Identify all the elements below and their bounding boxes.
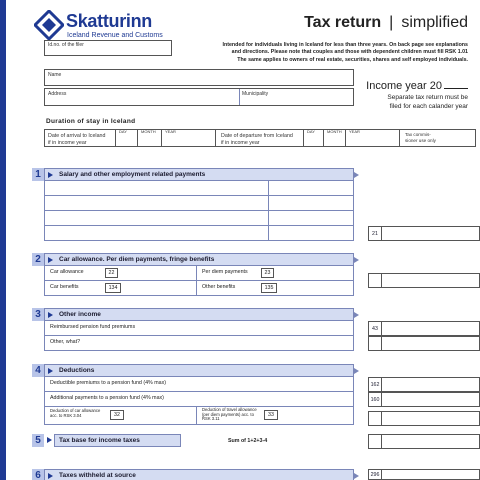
pension-reimb-field[interactable] xyxy=(368,321,480,336)
intro-text xyxy=(168,42,468,64)
travel-deduction-line-2: (per diem payments) acc. to xyxy=(202,411,254,417)
car-allowance-code: 22 xyxy=(105,268,118,278)
salary-row-3[interactable] xyxy=(44,211,354,226)
per-diem-label: Per diem payments xyxy=(202,269,248,275)
income-year-label: Income year 20 xyxy=(366,80,442,92)
salary-divider xyxy=(268,181,269,241)
section-1-header xyxy=(44,168,354,181)
id-number-label: Id.no. of the filer xyxy=(48,42,84,48)
section-6-title: Taxes withheld at source xyxy=(59,472,136,479)
header-pointer-icon xyxy=(354,257,359,263)
brand-logo xyxy=(34,8,204,42)
allowance-divider xyxy=(196,281,197,295)
tax-office-label-1: Tax commis- xyxy=(405,132,431,137)
section-arrow-icon xyxy=(48,368,53,374)
car-deduction-label xyxy=(50,409,100,418)
left-edge-bar xyxy=(0,0,6,480)
arrival-date-start[interactable] xyxy=(115,130,116,146)
arrival-day-box[interactable] xyxy=(137,130,138,146)
title-separator: | xyxy=(389,14,394,31)
departure-day-box[interactable] xyxy=(323,130,324,146)
car-benefits-label: Car benefits xyxy=(50,284,79,290)
allowance-total-field[interactable] xyxy=(368,273,480,288)
allowance-divider xyxy=(196,266,197,280)
section-2-number: 2 xyxy=(32,253,44,266)
section-6-header xyxy=(44,469,354,480)
income-year xyxy=(366,80,468,92)
departure-month-box[interactable] xyxy=(345,130,346,146)
pension-reimb-label: Reimbursed pension fund premiums xyxy=(50,324,136,330)
arrival-label-1: Date of arrival to Iceland xyxy=(48,133,106,139)
year-note-line-2: filed for each calander year xyxy=(389,103,468,110)
section-arrow-icon xyxy=(47,437,52,443)
per-diem-code: 23 xyxy=(261,268,274,278)
allowance-row-1 xyxy=(44,266,354,281)
deduction-allowance-row xyxy=(44,407,354,425)
section-1-number: 1 xyxy=(32,168,44,181)
section-4-title: Deductions xyxy=(59,367,95,374)
arrival-label-2: if in income year xyxy=(48,140,87,146)
section-5-number: 5 xyxy=(32,434,44,447)
arrival-month-label: MONTH xyxy=(141,129,156,134)
allowance-code-cell xyxy=(369,274,382,288)
arrival-year-box[interactable] xyxy=(215,130,216,146)
name-field[interactable] xyxy=(44,69,354,86)
address-divider xyxy=(239,89,240,105)
deduction-divider xyxy=(196,407,197,424)
section-2-title: Car allowance. Per diem payments, fringe benefits xyxy=(59,256,215,263)
brand-subtitle: Iceland Revenue and Customs xyxy=(67,32,163,39)
form-title xyxy=(304,14,468,32)
pension-premium-row[interactable] xyxy=(44,377,354,392)
logo-mark-icon xyxy=(34,10,64,40)
pension-reimb-code: 43 xyxy=(369,322,382,336)
section-5-title: Tax base for income taxes xyxy=(54,434,181,447)
income-year-note xyxy=(348,93,468,111)
section-4-header xyxy=(44,364,354,377)
address-field[interactable] xyxy=(44,88,354,106)
arrival-year-label: YEAR xyxy=(165,129,176,134)
section-3-header xyxy=(44,308,354,321)
intro-line-3: The same applies to owners of real estate, securities, shares and self employed individuals. xyxy=(237,56,468,63)
salary-row-1[interactable] xyxy=(44,181,354,196)
additional-pension-row[interactable] xyxy=(44,392,354,407)
header-pointer-icon xyxy=(354,312,359,318)
salary-code: 21 xyxy=(369,227,382,241)
section-arrow-icon xyxy=(48,172,53,178)
salary-total-field[interactable] xyxy=(368,226,480,241)
car-deduction-code: 32 xyxy=(110,410,124,420)
section-arrow-icon xyxy=(48,257,53,263)
travel-deduction-label xyxy=(202,408,257,422)
arrival-day-label: DAY xyxy=(119,129,127,134)
other-benefits-label: Other benefits xyxy=(202,284,236,290)
section-3-number: 3 xyxy=(32,308,44,321)
taxes-withheld-code: 296 xyxy=(369,470,382,480)
other-benefits-code: 135 xyxy=(261,283,277,293)
income-year-blank[interactable] xyxy=(444,88,468,89)
additional-pension-field[interactable] xyxy=(368,392,480,407)
municipality-label: Municipality xyxy=(242,91,269,97)
car-allowance-label: Car allowance xyxy=(50,269,84,275)
title-main: Tax return xyxy=(304,14,382,31)
brand-name: Skatturinn xyxy=(66,11,153,31)
stay-section-title: Duration of stay in Iceland xyxy=(46,118,136,125)
section-3-title: Other income xyxy=(59,311,101,318)
departure-label-1: Date of departure from Iceland xyxy=(221,133,293,139)
section-5-sum-label: Sum of 1+2+3-4 xyxy=(228,438,268,444)
header-pointer-icon xyxy=(354,473,359,479)
car-deduction-line-1: Deduction of car allowance xyxy=(50,408,101,413)
departure-day-label: DAY xyxy=(307,129,315,134)
tax-base-field[interactable] xyxy=(368,434,480,449)
salary-row-2[interactable] xyxy=(44,196,354,211)
tax-base-code-cell xyxy=(369,435,382,449)
deduction-code-cell xyxy=(369,412,382,426)
departure-date-start[interactable] xyxy=(303,130,304,146)
travel-deduction-line-3: RSK 3.11 xyxy=(202,416,220,422)
section-arrow-icon xyxy=(48,473,53,479)
other-income-field[interactable] xyxy=(368,336,480,351)
deduction-total-field[interactable] xyxy=(368,411,480,426)
stay-row xyxy=(44,129,476,147)
address-label: Address xyxy=(48,91,67,97)
salary-row-4[interactable] xyxy=(44,226,354,241)
pension-reimb-row[interactable] xyxy=(44,321,354,336)
intro-line-2: and directions. Please note that couples and those with dependent children must fill RSK 1.01 xyxy=(231,49,468,56)
other-income-code-cell xyxy=(369,337,382,351)
header-pointer-icon xyxy=(354,368,359,374)
departure-year-box[interactable] xyxy=(399,130,400,146)
section-4-number: 4 xyxy=(32,364,44,377)
additional-pension-code: 160 xyxy=(369,393,382,407)
intro-line-1: Intended for individuals living in Iceland for less than three years. On back page see explanations xyxy=(222,42,468,48)
additional-pension-label: Additional payments to a pension fund (4% max) xyxy=(50,395,164,401)
other-income-label: Other, what? xyxy=(50,339,81,345)
other-income-row[interactable] xyxy=(44,336,354,351)
section-1-title: Salary and other employment related payments xyxy=(59,171,206,178)
year-note-line-1: Separate tax return must be xyxy=(387,94,468,101)
section-2-header xyxy=(44,253,354,266)
allowance-row-2 xyxy=(44,281,354,296)
departure-month-label: MONTH xyxy=(327,129,342,134)
car-deduction-line-2: acc. to RSK 3.04 xyxy=(50,412,82,418)
travel-deduction-code: 33 xyxy=(264,410,278,420)
taxes-withheld-field[interactable] xyxy=(368,469,480,480)
pension-premium-code: 162 xyxy=(369,378,382,392)
id-number-field[interactable] xyxy=(44,40,172,56)
section-5-header xyxy=(44,434,354,447)
section-6-number: 6 xyxy=(32,469,44,480)
arrival-month-box[interactable] xyxy=(161,130,162,146)
name-label: Name xyxy=(48,72,62,78)
tax-office-label-2: sioner use only xyxy=(405,138,436,143)
section-arrow-icon xyxy=(48,312,53,318)
pension-premium-field[interactable] xyxy=(368,377,480,392)
travel-deduction-line-1: Deduction of travel allowance xyxy=(202,407,257,412)
pension-premium-label: Deductible premiums to a pension fund (4% max) xyxy=(50,380,166,386)
departure-year-label: YEAR xyxy=(349,129,360,134)
header-pointer-icon xyxy=(354,172,359,178)
car-benefits-code: 134 xyxy=(105,283,121,293)
departure-label-2: if in income year xyxy=(221,140,260,146)
title-variant: simplified xyxy=(401,14,468,31)
